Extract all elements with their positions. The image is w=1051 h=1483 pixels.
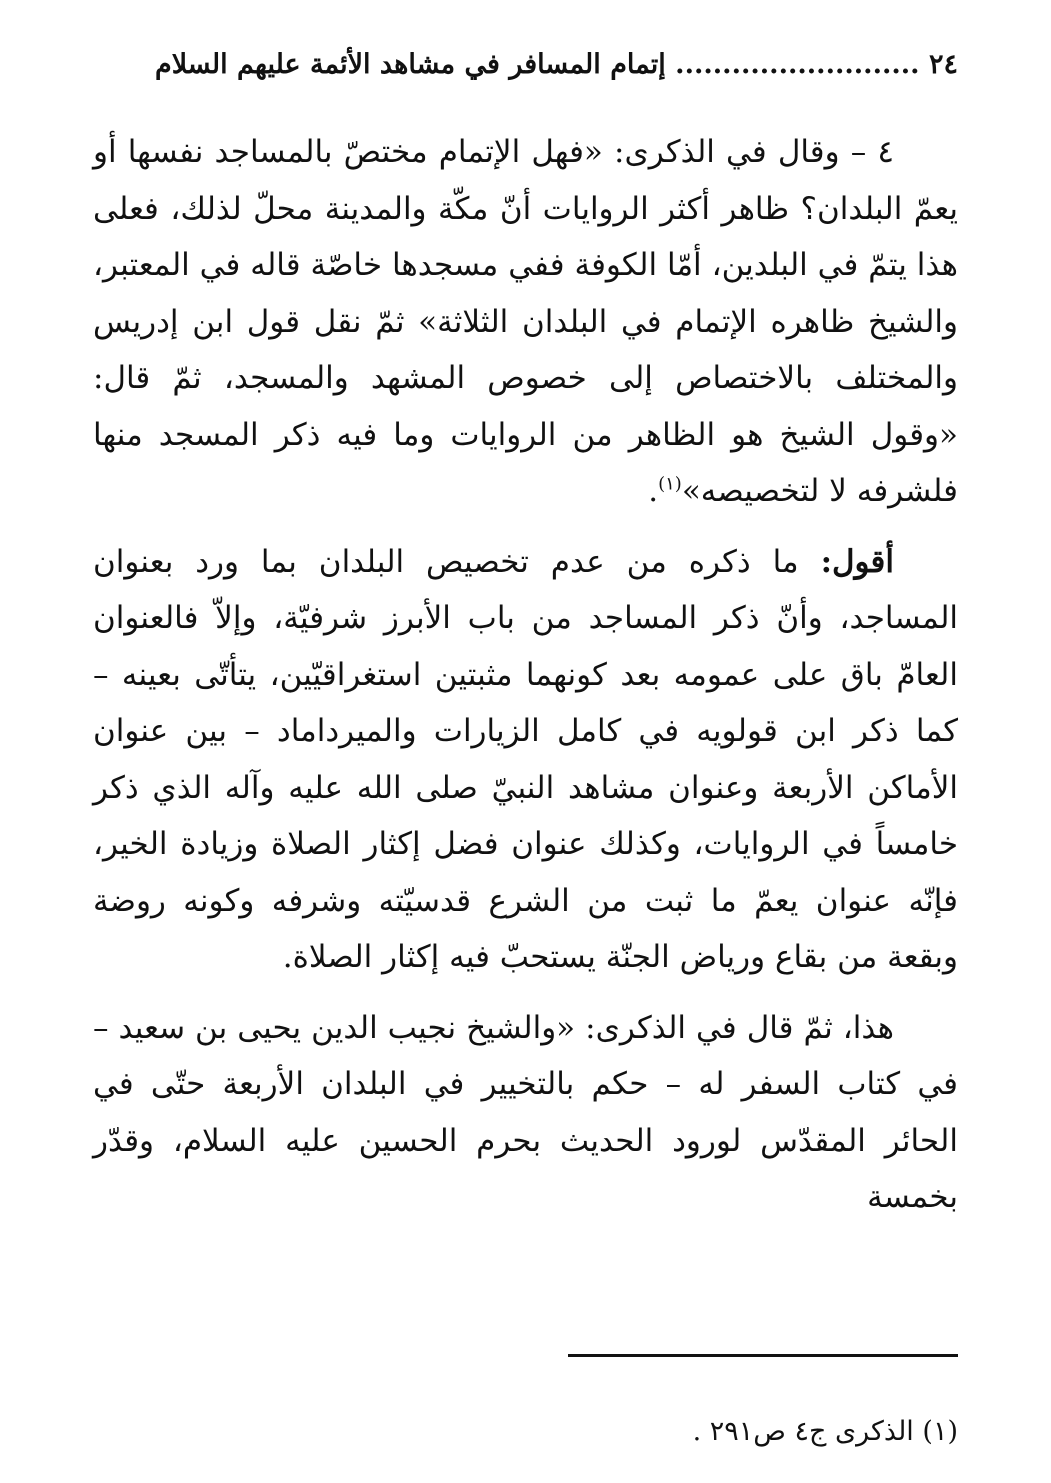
body-text [93, 124, 958, 1240]
page-number: ٢٤ [928, 49, 958, 80]
running-header [93, 40, 958, 90]
header-dots: .......................... [675, 49, 920, 80]
paragraph-1-end: . [648, 473, 659, 509]
paragraph-2 [93, 534, 958, 986]
footnote-text: (١) الذكرى ج٤ ص٢٩١ . [692, 1416, 958, 1447]
book-title: إتمام المسافر في مشاهد الأئمة عليهم السلام [154, 49, 666, 80]
footnote-reference: (١) [658, 473, 682, 495]
header-line [93, 40, 958, 90]
paragraph-3-text: هذا، ثمّ قال في الذكرى: «والشيخ نجيب الدين يحيى بن سعيد – في كتاب السفر له – حكم بالتخيير في البلدان الأربعة حتّى في الحائر المقدّس لورود الحديث بحرم الحسين عليه السلام، وقدّر بخمسة [93, 1009, 958, 1215]
paragraph-1-text: ٤ – وقال في الذكرى: «فهل الإتمام مختصّ بالمساجد نفسها أو يعمّ البلدان؟ ظاهر أكثر الروايات أنّ مكّة والمدينة محلّ لذلك، فعلى هذا يتمّ في البلدين، أمّا الكوفة ففي مسجدها خاصّة قاله في المعتبر، والشيخ ظاهره الإتمام في البلدان الثلاثة» ثمّ نقل قول ابن إدريس والمختلف بالاختصاص إلى خصوص المشهد والمسجد، ثمّ قال: «وقول الشيخ هو الظاهر من الروايات وما فيه ذكر المسجد منها فلشرفه لا لتخصيصه» [93, 134, 958, 509]
paragraph-2-lead: أقول: [820, 543, 894, 580]
paragraph-1 [93, 124, 958, 520]
footnote-divider [568, 1354, 958, 1357]
paragraph-3 [93, 1000, 958, 1226]
footnote [93, 1412, 958, 1452]
book-page [93, 40, 958, 1460]
paragraph-2-text: ما ذكره من عدم تخصيص البلدان بما ورد بعنوان المساجد، وأنّ ذكر المساجد من باب الأبرز شرفيّة، وإلاّ فالعنوان العامّ باق على عمومه بعد كونهما مثبتين استغراقيّين، يتأتّى بعينه – كما ذكر ابن قولويه في كامل الزيارات والميرداماد – بين عنوان الأماكن الأربعة وعنوان مشاهد النبيّ صلى الله عليه وآله الذي ذكر خامساً في الروايات، وكذلك عنوان فضل إكثار الصلاة وزيادة الخير، فإنّه عنوان يعمّ ما ثبت من الشرع قدسيّته وشرفه وكونه روضة وبقعة من بقاع ورياض الجنّة يستحبّ فيه إكثار الصلاة. [93, 543, 958, 975]
